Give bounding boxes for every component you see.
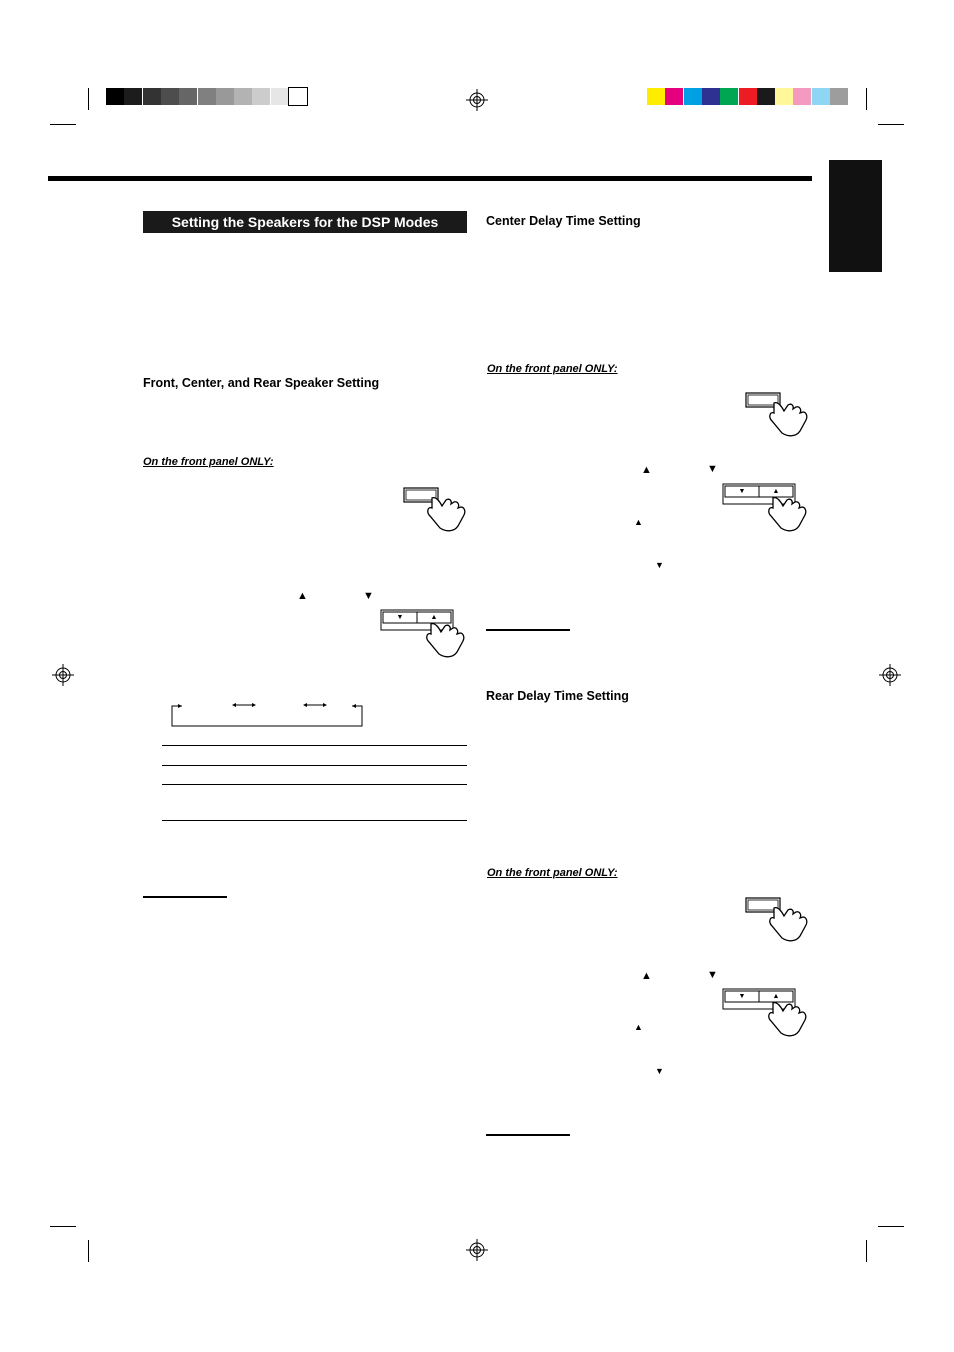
color-swatch <box>739 88 757 105</box>
rear-delay-heading: Rear Delay Time Setting <box>486 689 629 703</box>
down-arrow-icon: ▼ <box>655 1066 664 1076</box>
section-title: Setting the Speakers for the DSP Modes <box>143 211 467 233</box>
up-arrow-icon: ▲ <box>634 517 643 527</box>
color-swatch <box>271 88 289 105</box>
color-swatch <box>143 88 161 105</box>
color-swatch <box>198 88 216 105</box>
table-rule <box>162 784 467 785</box>
hand-icon <box>767 492 813 534</box>
color-swatch <box>252 88 270 105</box>
speaker-setting-heading: Front, Center, and Rear Speaker Setting <box>143 376 380 390</box>
hand-icon <box>767 997 813 1039</box>
registration-mark-icon <box>466 1239 488 1261</box>
crop-mark <box>866 88 867 110</box>
down-button-label: ▼ <box>738 488 746 495</box>
color-swatch <box>702 88 720 105</box>
hand-icon <box>425 618 471 660</box>
up-button-label: ▲ <box>772 488 780 495</box>
down-arrow-icon: ▼ <box>707 463 718 475</box>
color-swatch <box>830 88 848 105</box>
crop-mark <box>88 88 89 110</box>
color-swatch <box>289 88 307 105</box>
cycle-diagram <box>168 698 368 730</box>
table-rule <box>162 765 467 766</box>
color-swatch <box>775 88 793 105</box>
crop-mark <box>50 124 76 125</box>
hand-press-button-icon <box>744 391 814 439</box>
color-swatch <box>812 88 830 105</box>
color-swatch <box>647 88 665 105</box>
down-arrow-icon: ▼ <box>655 560 664 570</box>
registration-mark-icon <box>52 664 74 686</box>
note-rule <box>486 1134 570 1136</box>
note-rule <box>486 629 570 631</box>
color-swatch <box>234 88 252 105</box>
up-button-label: ▲ <box>430 614 438 621</box>
color-swatch <box>757 88 775 105</box>
down-arrow-icon: ▼ <box>707 969 718 981</box>
table-rule <box>162 820 467 821</box>
color-swatch <box>216 88 234 105</box>
rear-front-panel-note: On the front panel ONLY: <box>487 867 618 879</box>
note-rule <box>143 896 227 898</box>
center-delay-heading: Center Delay Time Setting <box>486 214 641 228</box>
registration-mark-icon <box>879 664 901 686</box>
color-swatch <box>665 88 683 105</box>
color-swatch <box>179 88 197 105</box>
crop-mark <box>878 124 904 125</box>
color-swatch <box>793 88 811 105</box>
language-tab <box>829 160 882 272</box>
hand-press-button-icon <box>402 486 472 534</box>
hand-press-button-icon <box>744 896 814 944</box>
front-panel-note: On the front panel ONLY: <box>143 456 274 468</box>
color-swatch <box>124 88 142 105</box>
up-arrow-icon: ▲ <box>297 590 308 602</box>
up-button-label: ▲ <box>772 993 780 1000</box>
color-swatch <box>106 88 124 105</box>
up-arrow-icon: ▲ <box>641 464 652 476</box>
down-button-label: ▼ <box>738 993 746 1000</box>
top-rule <box>48 176 812 181</box>
crop-mark <box>866 1240 867 1262</box>
center-front-panel-note: On the front panel ONLY: <box>487 363 618 375</box>
up-arrow-icon: ▲ <box>641 970 652 982</box>
crop-mark <box>878 1226 904 1227</box>
color-swatch <box>720 88 738 105</box>
table-rule <box>162 745 467 746</box>
color-swatch <box>684 88 702 105</box>
color-swatch <box>161 88 179 105</box>
crop-mark <box>50 1226 76 1227</box>
crop-mark <box>88 1240 89 1262</box>
registration-mark-icon <box>466 89 488 111</box>
down-button-label: ▼ <box>396 614 404 621</box>
up-arrow-icon: ▲ <box>634 1022 643 1032</box>
down-arrow-icon: ▼ <box>363 590 374 602</box>
